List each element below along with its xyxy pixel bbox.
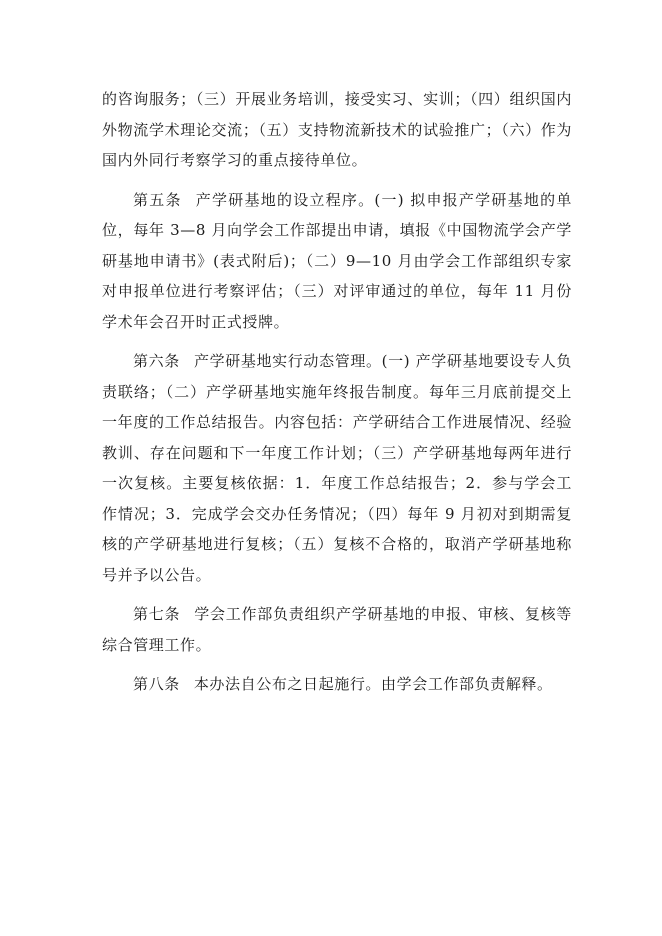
paragraph-text: 产学研基地实行动态管理。(一) 产学研基地要设专人负责联络；（二）产学研基地实施年终报告制度。每年三月底前提交上一年度的工作总结报告。内容包括：产学研结合工作进展情况、经验教训、存在问题和下一年度工作计划；（三）产学研基地每两年进行一次复核。主要复核依据：1．年度工作总结报告；2．参与学会工作情况；3．完成学会交办任务情况；（四）每年 9 月初对到期需复核的产学研基地进行复核；（五）复核不合格的，取消产学研基地称号并予以公告。 (102, 352, 572, 584)
article-number: 第六条 (133, 352, 180, 370)
article-number: 第五条 (133, 190, 182, 209)
article-number: 第七条 (133, 605, 181, 623)
article-6-paragraph (102, 346, 572, 590)
article-7-paragraph (102, 599, 572, 660)
paragraph-text: 的咨询服务；（三）开展业务培训，接受实习、实训；（四）组织国内外物流学术理论交流；（五）支持物流新技术的试验推广；（六）作为国内外同行考察学习的重点接待单位。 (102, 90, 572, 169)
article-number: 第八条 (133, 675, 180, 693)
paragraph-text: 本办法自公布之日起施行。由学会工作部负责解释。 (193, 675, 553, 693)
document-body (102, 84, 572, 709)
paragraph-continuation (102, 84, 572, 176)
paragraph-text: 学会工作部负责组织产学研基地的申报、审核、复核等综合管理工作。 (102, 605, 572, 654)
article-5-paragraph (102, 185, 572, 338)
paragraph-text: 产学研基地的设立程序。(一) 拟申报产学研基地的单位，每年 3—8 月向学会工作部提出申请，填报《中国物流学会产学研基地申请书》(表式附后)；（二）9—10 月由学会工作部组织专家对申报单位进行考察评估；（三）对评审通过的单位，每年 11 月份学术年会召开时正式授牌。 (102, 190, 572, 331)
article-8-paragraph (102, 669, 572, 700)
